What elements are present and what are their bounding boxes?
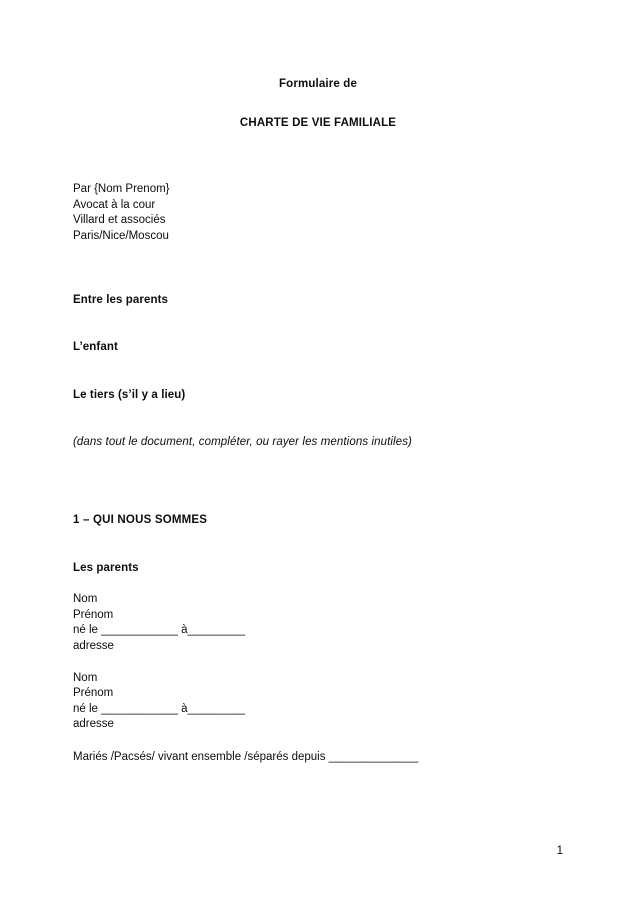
party-heading-child: L’enfant [73,341,118,354]
parent-2-firstname-label: Prénom [73,687,114,700]
parent-1-name-label: Nom [73,593,98,606]
marital-status-line: Mariés /Pacsés/ vivant ensemble /séparés depuis ______________ [73,750,419,763]
author-line-firm: Villard et associés [73,214,166,227]
parent-1-birth-line: né le ____________ à_________ [73,624,246,637]
parent-2-name-label: Nom [73,671,98,684]
parent-1-address-label: adresse [73,639,114,652]
author-line-role: Avocat à la cour [73,198,156,211]
parent-2-fields [73,671,563,733]
party-heading-parents: Entre les parents [73,293,169,306]
instruction-note: (dans tout le document, compléter, ou rayer les mentions inutiles) [73,436,412,449]
author-block [73,182,563,244]
parent-2-address-label: adresse [73,718,114,731]
parent-1-fields [73,592,563,654]
document-body [73,0,563,765]
section-1-subheading-parents: Les parents [73,561,139,574]
document-title-line-1: Formulaire de [279,78,357,90]
parent-2-birth-line: né le ____________ à_________ [73,702,246,715]
party-heading-third-party: Le tiers (s’il y a lieu) [73,388,186,401]
author-line-cities: Paris/Nice/Moscou [73,229,169,242]
page-number: 1 [556,845,563,857]
parent-1-firstname-label: Prénom [73,608,114,621]
author-line-name: Par {Nom Prenom} [73,183,170,196]
document-title-line-2: CHARTE DE VIE FAMILIALE [239,116,397,129]
section-1-heading: 1 – QUI NOUS SOMMES [73,513,208,526]
